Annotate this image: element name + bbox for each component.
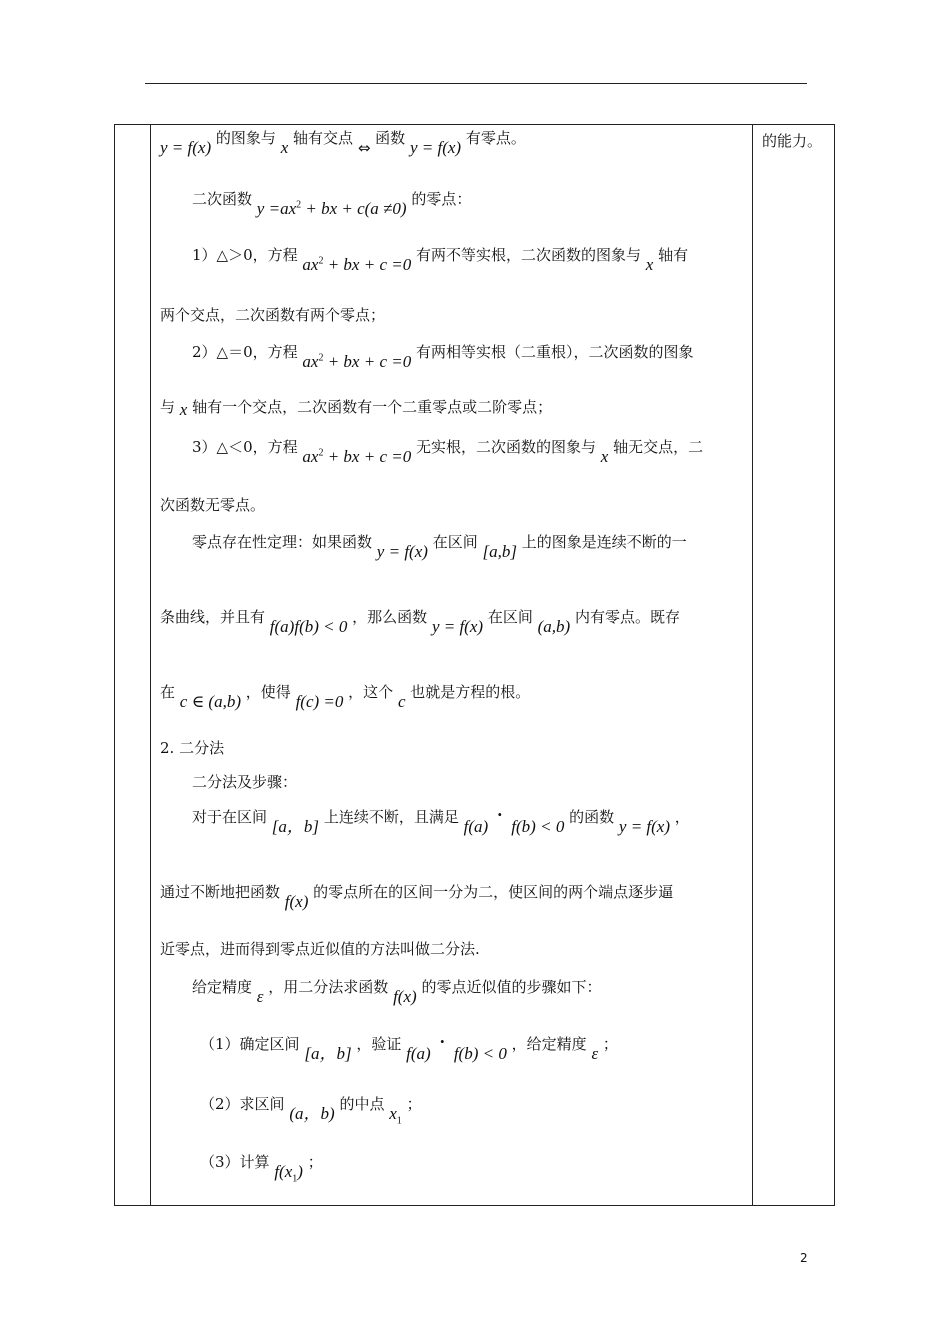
- line-9: [192, 533, 687, 561]
- line-17: [192, 978, 602, 1006]
- line-10: [160, 608, 680, 636]
- text: ，用二分法求函数: [268, 978, 389, 996]
- text: 近零点，进而得到零点近似值的方法叫做二分法.: [160, 940, 480, 958]
- text: 在区间: [487, 608, 533, 626]
- math: x: [600, 447, 609, 466]
- text: 函数: [375, 129, 406, 147]
- line-11: [160, 683, 531, 711]
- text: 2）△＝0，方程: [192, 343, 298, 361]
- page-number: 2: [800, 1251, 808, 1265]
- math: y = f(x): [618, 817, 671, 836]
- text: 无实根，二次函数的图象与: [416, 438, 597, 456]
- table-column-divider-left: [150, 124, 151, 1206]
- math: ε: [591, 1044, 599, 1063]
- line-6: [160, 398, 553, 419]
- math: x: [645, 255, 654, 274]
- math: $x_1$: [389, 1104, 402, 1127]
- line-2: [192, 190, 472, 218]
- text: ；: [307, 1153, 323, 1171]
- math: f(c) =0: [295, 692, 344, 711]
- text: ，使得: [245, 683, 291, 701]
- text: 轴有一个交点，二次函数有一个二重零点或二阶零点；: [192, 398, 553, 416]
- header-rule: [145, 83, 807, 84]
- line-16: [160, 942, 480, 957]
- line-19: [200, 1095, 422, 1127]
- text: 二次函数: [192, 190, 253, 208]
- math: x: [179, 400, 188, 419]
- text: 轴无交点，二: [613, 438, 704, 456]
- text: 的零点所在的区间一分为二，使区间的两个端点逐步逼: [313, 883, 674, 901]
- section-heading: 2. 二分法: [160, 739, 225, 757]
- text: 的中点: [339, 1095, 385, 1113]
- text: 与: [160, 398, 176, 416]
- text: 在: [160, 683, 176, 701]
- math: f(b) < 0: [453, 1044, 507, 1063]
- math: $ax^2$ + bx + c =0: [302, 447, 412, 466]
- text: 有两相等实根（二重根），二次函数的图象: [416, 343, 694, 361]
- line-18: [200, 1032, 618, 1063]
- text: （3）计算: [200, 1153, 270, 1171]
- text: 轴有: [658, 246, 689, 264]
- line-5: [192, 343, 694, 371]
- text: 也就是方程的根。: [410, 683, 531, 701]
- line-14: [192, 805, 690, 836]
- text: 内有零点。既存: [574, 608, 680, 626]
- side-column-text: 的能力。: [762, 132, 823, 150]
- text: ，这个: [348, 683, 394, 701]
- math: f(x): [284, 892, 309, 911]
- text: （1）确定区间: [200, 1035, 300, 1053]
- math: y = f(x): [431, 617, 484, 636]
- math: $f(x_1)$: [274, 1162, 303, 1185]
- text: ，验证: [356, 1035, 402, 1053]
- multiply-dot: ·: [439, 1032, 446, 1051]
- iff-symbol: ⇔: [357, 139, 371, 157]
- math: ε: [256, 987, 264, 1006]
- text: 条曲线，并且有: [160, 608, 266, 626]
- text: 零点存在性定理：如果函数: [192, 533, 373, 551]
- text: 两个交点，二次函数有两个零点；: [160, 306, 386, 324]
- line-7: [192, 438, 704, 466]
- text: 1）△＞0，方程: [192, 246, 298, 264]
- table-column-divider-right: [752, 124, 753, 1206]
- math: y = f(x): [160, 138, 212, 157]
- line-20: [200, 1153, 323, 1185]
- text: 通过不断地把函数: [160, 883, 281, 901]
- text: 二分法及步骤：: [192, 773, 298, 791]
- math: y = f(x): [409, 138, 462, 157]
- math: f(x): [393, 987, 417, 1006]
- text: 3）△＜0，方程: [192, 438, 298, 456]
- text: 上的图象是连续不断的一: [521, 533, 687, 551]
- line-3: [192, 246, 689, 274]
- line-13: [192, 775, 297, 790]
- line-4: [160, 308, 385, 323]
- line-12-section-heading: [160, 741, 224, 756]
- math: c ∈ (a,b): [179, 692, 241, 711]
- text: 的函数: [569, 808, 615, 826]
- text: 上连续不断，且满足: [323, 808, 459, 826]
- text: 有两不等实根，二次函数的图象与: [416, 246, 642, 264]
- text: 的零点近似值的步骤如下：: [421, 978, 602, 996]
- text: 在区间: [432, 533, 478, 551]
- text: ，那么函数: [352, 608, 428, 626]
- line-8: [160, 498, 265, 513]
- math: f(a)f(b) < 0: [269, 617, 348, 636]
- line-15: [160, 883, 674, 911]
- text: 的零点：: [411, 190, 472, 208]
- text: 有零点。: [465, 129, 526, 147]
- line-1: [160, 129, 526, 157]
- math: [a，b]: [271, 817, 320, 836]
- math: y = f(x): [376, 542, 428, 561]
- text: 轴有交点: [293, 129, 354, 147]
- text: 对于在区间: [192, 808, 268, 826]
- math: f(a): [463, 817, 489, 836]
- text: ，给定精度: [511, 1035, 587, 1053]
- text: ；: [406, 1095, 422, 1113]
- math: $ax^2$ + bx + c =0: [302, 352, 412, 371]
- math: f(a): [406, 1044, 431, 1063]
- text: ，: [674, 808, 690, 826]
- text: 给定精度: [192, 978, 253, 996]
- math: f(b) < 0: [511, 817, 565, 836]
- multiply-dot: ·: [496, 805, 503, 824]
- text: 次函数无零点。: [160, 496, 266, 514]
- text: ；: [602, 1035, 618, 1053]
- math: [a,b]: [482, 542, 517, 561]
- text: 的图象与: [215, 129, 276, 147]
- math: (a,b): [537, 617, 571, 636]
- math: $y =ax^2$ + bx + c(a ≠0): [256, 199, 407, 218]
- math: [a，b]: [304, 1044, 352, 1063]
- math: $ax^2$ + bx + c =0: [302, 255, 412, 274]
- math: x: [280, 138, 289, 157]
- math: (a，b): [289, 1104, 335, 1123]
- text: （2）求区间: [200, 1095, 285, 1113]
- math: c: [397, 692, 406, 711]
